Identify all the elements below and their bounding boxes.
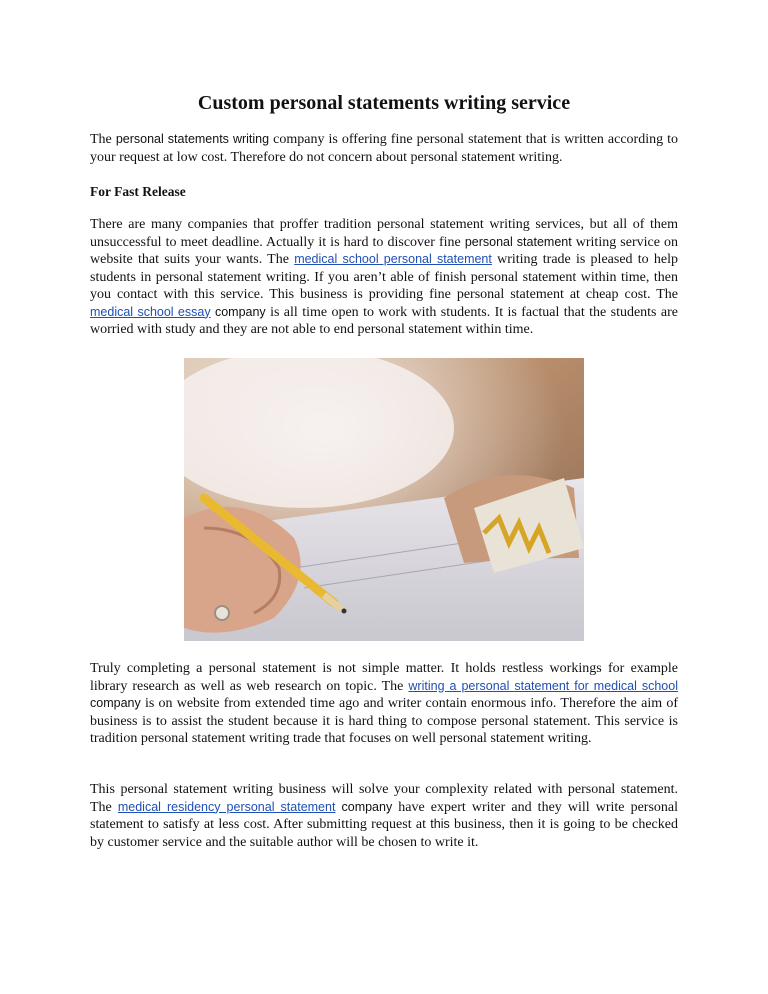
- para2-text-3: writing service on website that suits your wants. The: [90, 234, 678, 267]
- intro-text-2: personal statements writing: [115, 132, 270, 146]
- paragraph-fast-release: [90, 216, 678, 339]
- para2-text-4: writing trade is pleased to help students in personal statement writing. If you aren’t able of finish personal statement within time, then you contact with this service. This business is providing fine personal statement at cheap cost. The: [90, 252, 678, 302]
- subheading: For Fast Release: [90, 184, 186, 199]
- link-medical-residency-personal-statement[interactable]: medical residency personal statement: [117, 799, 336, 814]
- para2-text-2: personal statement: [464, 234, 572, 249]
- photo-illustration: [184, 358, 584, 641]
- para3-text-2: company: [90, 696, 141, 710]
- intro-text-1: The: [90, 132, 116, 147]
- paragraph-completing: [90, 660, 678, 748]
- para4-text-1: This personal statement writing business will solve your complexity related with personal statement. The: [90, 782, 678, 815]
- para4-text-4: this: [430, 817, 450, 831]
- para3-text-3: is on website from extended time ago and writer contain enormous info. Therefore the aim of business is to assist the student because it is hard thing to compose personal statement. This service is tradition personal statement writing trade that focuses on well personal statement writing.: [90, 696, 678, 746]
- para4-text-3: have expert writer and they will write personal statement to satisfy at less cost. After submitting request at: [90, 799, 679, 832]
- intro-paragraph: [90, 131, 678, 166]
- para2-text-6: is all time open to work with students. It is factual that the students are worried with study and they are not able to end personal statement within time.: [90, 304, 678, 337]
- para2-text-1: There are many companies that proffer tradition personal statement writing services, but all of them unsuccessful to meet deadline. Actually it is hard to discover fine: [90, 217, 678, 250]
- link-medical-school-essay[interactable]: medical school essay: [90, 304, 211, 319]
- intro-text-3: company is offering fine personal statement that is written according to your request at low cost. Therefore do not concern about personal statement writing.: [90, 132, 679, 165]
- link-medical-school-personal-statement[interactable]: medical school personal statement: [294, 252, 492, 266]
- link-writing-personal-statement-medical-school[interactable]: writing a personal statement for medical school: [408, 678, 678, 693]
- para3-text-1: Truly completing a personal statement is not simple matter. It holds restless workings for example library research as well as web research on topic. The: [90, 661, 678, 694]
- paragraph-complexity: [90, 781, 678, 851]
- para2-text-5: company: [210, 304, 266, 319]
- para4-text-2: company: [335, 799, 393, 814]
- writing-hand-photo: [184, 358, 584, 641]
- page-title: Custom personal statements writing service: [197, 92, 571, 114]
- para4-text-5: business, then it is going to be checked by customer service and the suitable author will be chosen to write it.: [90, 817, 678, 850]
